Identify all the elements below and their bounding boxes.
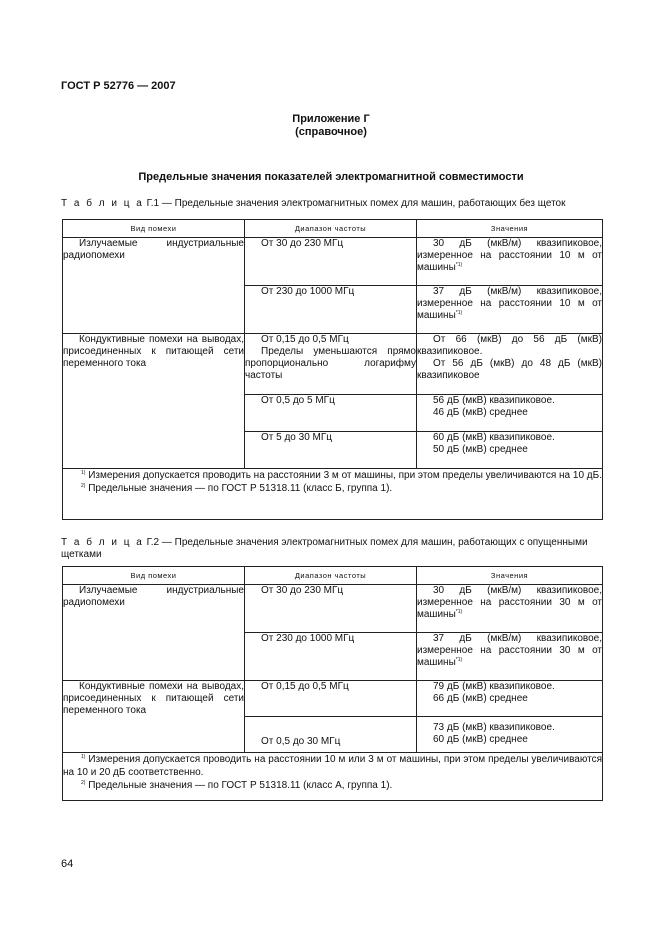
limit-value-secondary: От 56 дБ (мкВ) до 48 дБ (мкВ) квазипиковое	[417, 358, 602, 381]
limit-value-secondary: 46 дБ (мкВ) среднее	[433, 407, 528, 418]
table-row	[63, 681, 603, 717]
table2-footnotes	[63, 753, 603, 801]
appendix-title: Приложение Г	[292, 113, 370, 125]
frequency-range: От 230 до 1000 МГц	[261, 633, 355, 644]
footnote-mark: *1)	[455, 657, 463, 663]
table-header-row	[63, 220, 603, 238]
limit-value: 56 дБ (мкВ) квазипиковое.	[433, 395, 555, 406]
value-cell	[417, 334, 603, 395]
value-cell	[417, 286, 603, 334]
frequency-cell	[245, 585, 417, 633]
limit-value: 79 дБ (мкВ) квазипиковое.	[433, 681, 555, 692]
frequency-cell	[245, 334, 417, 395]
table2-caption	[61, 537, 604, 561]
column-header: Диапазон частоты	[245, 220, 417, 238]
interference-type: Излучаемые индустриальные радиопомехи	[63, 238, 244, 261]
table2-label: Т а б л и ц а	[61, 537, 144, 548]
value-cell	[417, 633, 603, 681]
frequency-range: От 0,15 до 0,5 МГц	[261, 334, 349, 345]
document-code: ГОСТ Р 52776 — 2007	[61, 80, 176, 92]
interference-type: Кондуктивные помехи на выводах, присоединенных к питающей сети переменного тока	[63, 334, 244, 369]
limit-value: 37 дБ (мкВ/м) квазипиковое, измеренное на расстоянии 30 м от машины	[417, 633, 602, 668]
column-header: Вид помехи	[63, 220, 245, 238]
table1	[62, 219, 603, 520]
limit-value-secondary: 66 дБ (мкВ) среднее	[433, 693, 528, 704]
footnote: $^{2)}$ Предельные значения — по ГОСТ Р 51318.11 (класс Б, группа 1).	[81, 483, 393, 494]
footnote-row	[63, 753, 603, 801]
interference-type-cell	[63, 681, 245, 753]
footnote: $^{2)}$ Предельные значения — по ГОСТ Р 51318.11 (класс А, группа 1).	[81, 780, 393, 791]
table-row	[63, 585, 603, 633]
interference-type-cell	[63, 334, 245, 469]
footnote-mark: *1)	[455, 609, 463, 615]
footnote-row	[63, 469, 603, 520]
limit-value: 73 дБ (мкВ) квазипиковое.	[433, 722, 555, 733]
value-cell	[417, 585, 603, 633]
value-cell	[417, 432, 603, 469]
table2-caption-text: Г.2 — Предельные значения электромагнитных помех для машин, работающих с опущенными щетками	[61, 537, 588, 560]
interference-type-cell	[63, 585, 245, 681]
limit-value: 30 дБ (мкВ/м) квазипиковое, измеренное на расстоянии 10 м от машины	[417, 238, 602, 273]
footnote-mark: *1)	[455, 310, 463, 316]
frequency-note: Пределы уменьшаются прямо пропорционально логарифму частоты	[245, 346, 416, 381]
frequency-range: От 30 до 230 МГц	[261, 585, 344, 596]
frequency-range: От 230 до 1000 МГц	[261, 286, 355, 297]
limit-value: 37 дБ (мкВ/м) квазипиковое, измеренное на расстоянии 10 м от машины	[417, 286, 602, 321]
interference-type: Кондуктивные помехи на выводах, присоединенных к питающей сети переменного тока	[63, 681, 244, 716]
appendix-heading	[0, 113, 662, 139]
frequency-cell	[245, 717, 417, 753]
frequency-range: От 0,5 до 30 МГц	[261, 736, 341, 747]
limit-value: 30 дБ (мкВ/м) квазипиковое, измеренное на расстоянии 30 м от машины	[417, 585, 602, 620]
footnote: $^{1)}$ Измерения допускается проводить на расстоянии 3 м от машины, при этом пределы увеличиваются на 10 дБ.	[81, 470, 602, 481]
frequency-cell	[245, 395, 417, 432]
limit-value-secondary: 60 дБ (мкВ) среднее	[433, 734, 528, 745]
value-cell	[417, 395, 603, 432]
table-row	[63, 238, 603, 286]
frequency-range: От 5 до 30 МГц	[261, 432, 333, 443]
limit-value: От 66 (мкВ) до 56 дБ (мкВ) квазипиковое.	[417, 334, 602, 357]
footnote: $^{1)}$ Измерения допускается проводить на расстоянии 10 м или 3 м от машины, при этом пределы увеличиваются на 10 и 20 дБ соответственно.	[63, 754, 603, 778]
limit-value-secondary: 50 дБ (мкВ) среднее	[433, 444, 528, 455]
frequency-cell	[245, 286, 417, 334]
frequency-cell	[245, 633, 417, 681]
column-header: Значения	[417, 220, 603, 238]
table1-caption	[61, 198, 604, 210]
table2	[62, 566, 603, 801]
table1-label: Т а б л и ц а	[61, 198, 144, 209]
column-header: Значения	[417, 567, 603, 585]
appendix-subtitle: (справочное)	[295, 126, 367, 138]
table1-caption-text: Г.1 — Предельные значения электромагнитных помех для машин, работающих без щеток	[146, 198, 566, 209]
limit-value: 60 дБ (мкВ) квазипиковое.	[433, 432, 555, 443]
footnote-mark: *1)	[455, 262, 463, 268]
section-title: Предельные значения показателей электромагнитной совместимости	[138, 171, 524, 183]
page-number: 64	[61, 858, 74, 870]
table-row	[63, 334, 603, 395]
column-header: Диапазон частоты	[245, 567, 417, 585]
frequency-range: От 30 до 230 МГц	[261, 238, 344, 249]
frequency-range: От 0,15 до 0,5 МГц	[261, 681, 349, 692]
interference-type: Излучаемые индустриальные радиопомехи	[63, 585, 244, 608]
value-cell	[417, 717, 603, 753]
table1-footnotes	[63, 469, 603, 520]
value-cell	[417, 681, 603, 717]
frequency-cell	[245, 238, 417, 286]
value-cell	[417, 238, 603, 286]
frequency-cell	[245, 432, 417, 469]
interference-type-cell	[63, 238, 245, 334]
column-header: Вид помехи	[63, 567, 245, 585]
table-header-row	[63, 567, 603, 585]
frequency-range: От 0,5 до 5 МГц	[261, 395, 335, 406]
frequency-cell	[245, 681, 417, 717]
